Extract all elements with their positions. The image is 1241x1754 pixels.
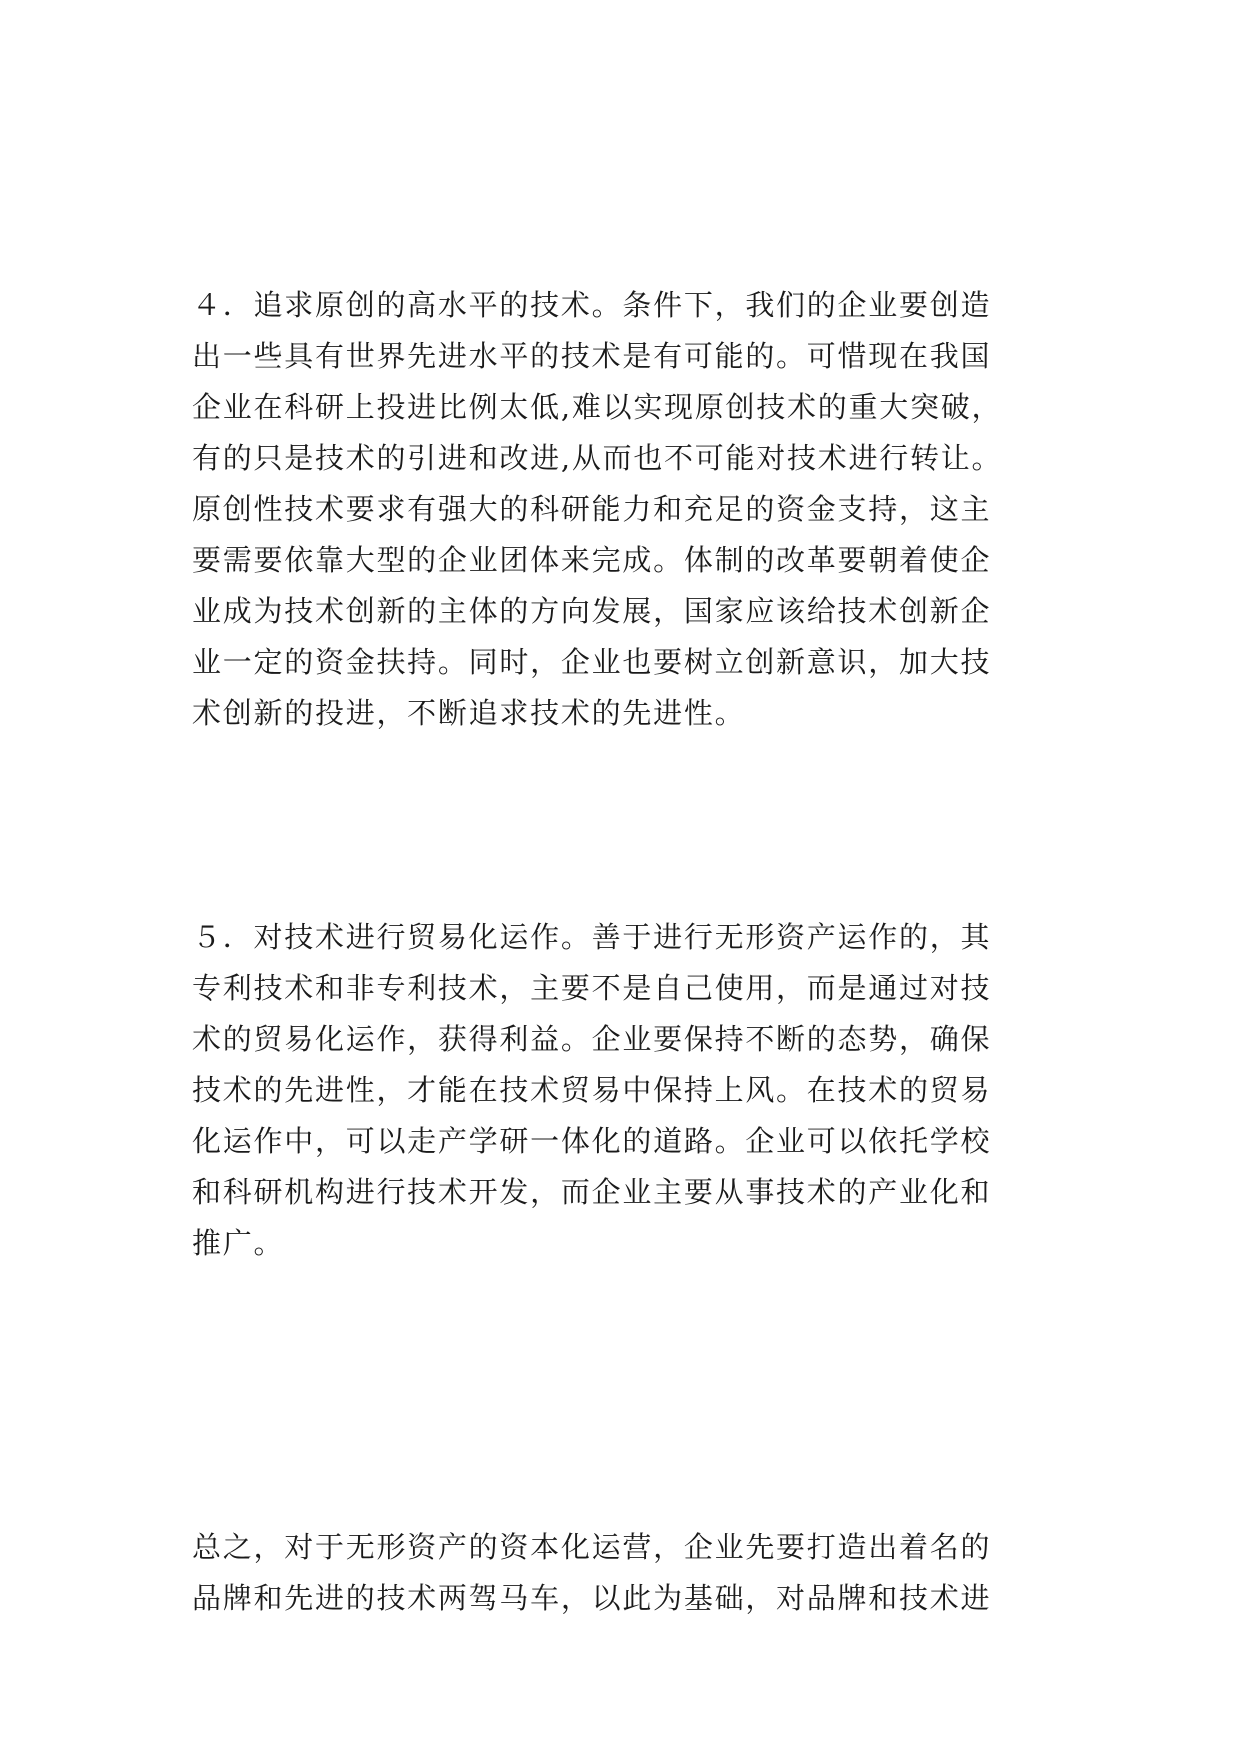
text-line: 企业在科研上投进比例太低,难以实现原创技术的重大突破， xyxy=(192,390,1003,424)
text-line: 推广。 xyxy=(192,1226,285,1260)
paragraph-conclusion xyxy=(192,1522,1052,1624)
text-line: 原创性技术要求有强大的科研能力和充足的资金支持，这主 xyxy=(192,492,992,526)
text-line: 要需要依靠大型的企业团体来完成。体制的改革要朝着使企 xyxy=(192,543,992,577)
text-line: 技术的先进性，才能在技术贸易中保持上风。在技术的贸易 xyxy=(192,1073,992,1107)
paragraph-advanced-technology xyxy=(192,280,1052,739)
text-line: 出一些具有世界先进水平的技术是有可能的。可惜现在我国 xyxy=(192,339,992,373)
text-line: 业一定的资金扶持。同时，企业也要树立创新意识，加大技 xyxy=(192,645,992,679)
text-line: 总之，对于无形资产的资本化运营，企业先要打造出着名的 xyxy=(192,1530,992,1564)
text-line: 有的只是技术的引进和改进,从而也不可能对技术进行转让。 xyxy=(192,441,1003,475)
text-line: ４．追求原创的高水平的技术。条件下，我们的企业要创造 xyxy=(192,288,992,322)
paragraph-technology-trade xyxy=(192,912,1052,1269)
text-line: 化运作中，可以走产学研一体化的道路。企业可以依托学校 xyxy=(192,1124,992,1158)
text-line: 术创新的投进，不断追求技术的先进性。 xyxy=(192,696,746,730)
text-line: 和科研机构进行技术开发，而企业主要从事技术的产业化和 xyxy=(192,1175,992,1209)
text-line: 专利技术和非专利技术，主要不是自己使用，而是通过对技 xyxy=(192,971,992,1005)
text-line: 品牌和先进的技术两驾马车，以此为基础，对品牌和技术进 xyxy=(192,1581,992,1615)
text-line: ５．对技术进行贸易化运作。善于进行无形资产运作的，其 xyxy=(192,920,992,954)
text-line: 术的贸易化运作，获得利益。企业要保持不断的态势，确保 xyxy=(192,1022,992,1056)
text-line: 业成为技术创新的主体的方向发展，国家应该给技术创新企 xyxy=(192,594,992,628)
